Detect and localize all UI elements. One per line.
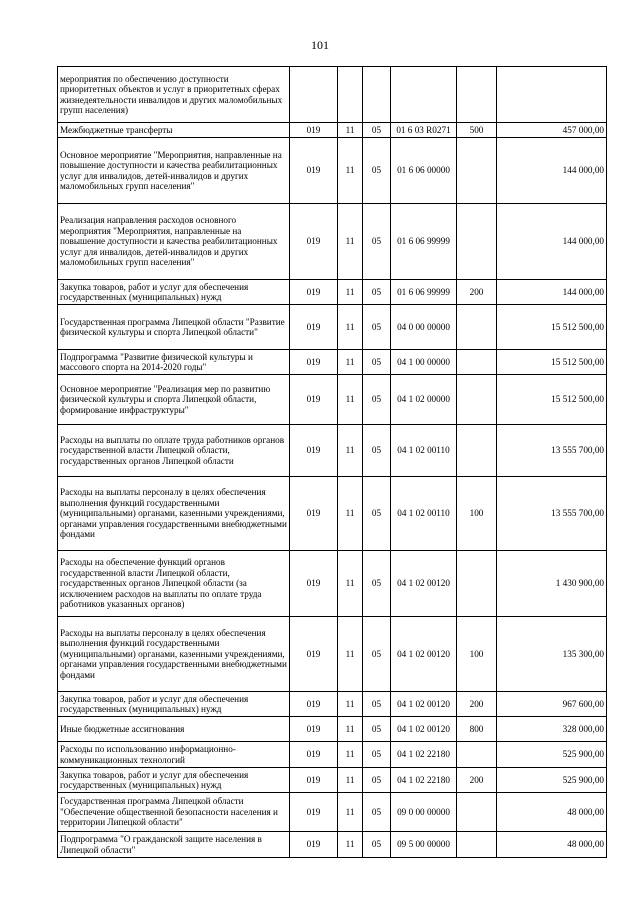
table-row [58, 551, 607, 617]
table-row [58, 617, 607, 692]
subsection-code-cell: 05 [363, 692, 391, 717]
ministry-code-cell: 019 [290, 717, 338, 742]
target-article-cell: 04 1 00 00000 [391, 350, 457, 375]
table-row [58, 67, 607, 123]
section-code-cell: 11 [338, 425, 363, 477]
expense-type-cell: 100 [457, 617, 497, 692]
target-article-cell: 04 1 02 00120 [391, 551, 457, 617]
subsection-code-cell: 05 [363, 768, 391, 793]
target-article-cell: 04 1 02 00120 [391, 617, 457, 692]
ministry-code-cell: 019 [290, 768, 338, 793]
table-row [58, 692, 607, 717]
expense-type-cell [457, 350, 497, 375]
table-row [58, 717, 607, 742]
row-name-cell: Расходы на выплаты по оплате труда работников органов государственной власти Липецкой области, государственных органов Липецкой области [58, 425, 290, 477]
ministry-code-cell: 019 [290, 425, 338, 477]
section-code-cell: 11 [338, 692, 363, 717]
target-article-cell: 01 6 06 99999 [391, 204, 457, 280]
row-name-cell: Реализация направления расходов основного мероприятия "Мероприятия, направленные на повышение доступности и качества реабилитационных услуг для инвалидов, детей-инвалидов и других маломобильных групп населения" [58, 204, 290, 280]
subsection-code-cell: 05 [363, 742, 391, 768]
subsection-code-cell: 05 [363, 477, 391, 551]
ministry-code-cell: 019 [290, 123, 338, 138]
amount-cell: 525 900,00 [497, 768, 607, 793]
target-article-cell: 04 0 00 00000 [391, 305, 457, 350]
target-article-cell: 04 1 02 00110 [391, 477, 457, 551]
target-article-cell: 09 0 00 00000 [391, 793, 457, 832]
section-code-cell: 11 [338, 375, 363, 425]
table-row [58, 793, 607, 832]
amount-cell: 144 000,00 [497, 204, 607, 280]
subsection-code-cell: 05 [363, 617, 391, 692]
ministry-code-cell: 019 [290, 204, 338, 280]
table-row [58, 305, 607, 350]
target-article-cell: 09 5 00 00000 [391, 832, 457, 858]
expense-type-cell [457, 138, 497, 204]
amount-cell: 144 000,00 [497, 138, 607, 204]
ministry-code-cell: 019 [290, 375, 338, 425]
subsection-code-cell: 05 [363, 305, 391, 350]
amount-cell: 967 600,00 [497, 692, 607, 717]
amount-cell: 525 900,00 [497, 742, 607, 768]
section-code-cell: 11 [338, 717, 363, 742]
budget-table-body [58, 67, 607, 858]
row-name-cell: Государственная программа Липецкой области "Обеспечение общественной безопасности населения и территории Липецкой области" [58, 793, 290, 832]
expense-type-cell [457, 425, 497, 477]
ministry-code-cell: 019 [290, 305, 338, 350]
row-name-cell: Расходы на выплаты персоналу в целях обеспечения выполнения функций государственными (муниципальными) органами, казенными учреждениями, органами управления государственными внебюджетными фондами [58, 617, 290, 692]
section-code-cell: 11 [338, 617, 363, 692]
row-name-cell: мероприятия по обеспечению доступности приоритетных объектов и услуг в приоритетных сферах жизнедеятельности инвалидов и других маломобильных групп населения) [58, 67, 290, 123]
section-code-cell: 11 [338, 305, 363, 350]
expense-type-cell [457, 742, 497, 768]
section-code-cell: 11 [338, 793, 363, 832]
ministry-code-cell [290, 67, 338, 123]
table-row [58, 375, 607, 425]
amount-cell: 1 430 900,00 [497, 551, 607, 617]
subsection-code-cell: 05 [363, 123, 391, 138]
section-code-cell: 11 [338, 204, 363, 280]
amount-cell: 13 555 700,00 [497, 477, 607, 551]
row-name-cell: Подпрограмма "Развитие физической культуры и массового спорта на 2014-2020 годы" [58, 350, 290, 375]
subsection-code-cell: 05 [363, 350, 391, 375]
expense-type-cell: 200 [457, 768, 497, 793]
section-code-cell: 11 [338, 350, 363, 375]
row-name-cell: Закупка товаров, работ и услуг для обеспечения государственных (муниципальных) нужд [58, 692, 290, 717]
table-row [58, 742, 607, 768]
subsection-code-cell: 05 [363, 717, 391, 742]
expense-type-cell: 200 [457, 692, 497, 717]
expense-type-cell: 800 [457, 717, 497, 742]
amount-cell: 15 512 500,00 [497, 375, 607, 425]
expense-type-cell [457, 551, 497, 617]
ministry-code-cell: 019 [290, 477, 338, 551]
expense-type-cell [457, 204, 497, 280]
table-row [58, 280, 607, 305]
table-row [58, 350, 607, 375]
table-row [58, 832, 607, 858]
amount-cell: 144 000,00 [497, 280, 607, 305]
row-name-cell: Закупка товаров, работ и услуг для обеспечения государственных (муниципальных) нужд [58, 280, 290, 305]
ministry-code-cell: 019 [290, 138, 338, 204]
expense-type-cell: 200 [457, 280, 497, 305]
target-article-cell: 01 6 06 00000 [391, 138, 457, 204]
subsection-code-cell: 05 [363, 375, 391, 425]
row-name-cell: Иные бюджетные ассигнования [58, 717, 290, 742]
section-code-cell: 11 [338, 138, 363, 204]
expense-type-cell [457, 793, 497, 832]
table-row [58, 477, 607, 551]
target-article-cell: 04 1 02 00120 [391, 692, 457, 717]
row-name-cell: Подпрограмма "О гражданской защите населения в Липецкой области" [58, 832, 290, 858]
ministry-code-cell: 019 [290, 793, 338, 832]
row-name-cell: Расходы на обеспечение функций органов государственной власти Липецкой области, государственных органов Липецкой области (за исключением расходов на выплаты по оплате труда работников указанных органов) [58, 551, 290, 617]
subsection-code-cell: 05 [363, 138, 391, 204]
row-name-cell: Расходы по использованию информационно-коммуникационных технологий [58, 742, 290, 768]
row-name-cell: Основное мероприятие "Мероприятия, направленные на повышение доступности и качества реабилитационных услуг для инвалидов, детей-инвалидов и других маломобильных групп населения" [58, 138, 290, 204]
subsection-code-cell: 05 [363, 204, 391, 280]
target-article-cell: 01 6 06 99999 [391, 280, 457, 305]
section-code-cell: 11 [338, 123, 363, 138]
table-row [58, 123, 607, 138]
row-name-cell: Основное мероприятие "Реализация мер по развитию физической культуры и спорта Липецкой области, формирование инфраструктуры" [58, 375, 290, 425]
subsection-code-cell [363, 67, 391, 123]
subsection-code-cell: 05 [363, 425, 391, 477]
expense-type-cell [457, 832, 497, 858]
row-name-cell: Закупка товаров, работ и услуг для обеспечения государственных (муниципальных) нужд [58, 768, 290, 793]
ministry-code-cell: 019 [290, 742, 338, 768]
target-article-cell: 01 6 03 R0271 [391, 123, 457, 138]
target-article-cell: 04 1 02 22180 [391, 742, 457, 768]
table-row [58, 204, 607, 280]
amount-cell: 457 000,00 [497, 123, 607, 138]
amount-cell: 15 512 500,00 [497, 305, 607, 350]
ministry-code-cell: 019 [290, 692, 338, 717]
amount-cell: 135 300,00 [497, 617, 607, 692]
amount-cell: 15 512 500,00 [497, 350, 607, 375]
budget-table [57, 66, 607, 858]
table-row [58, 138, 607, 204]
target-article-cell: 04 1 02 00110 [391, 425, 457, 477]
section-code-cell: 11 [338, 832, 363, 858]
section-code-cell: 11 [338, 742, 363, 768]
target-article-cell: 04 1 02 00120 [391, 717, 457, 742]
target-article-cell [391, 67, 457, 123]
ministry-code-cell: 019 [290, 832, 338, 858]
row-name-cell: Государственная программа Липецкой области "Развитие физической культуры и спорта Липецкой области" [58, 305, 290, 350]
subsection-code-cell: 05 [363, 551, 391, 617]
amount-cell: 328 000,00 [497, 717, 607, 742]
ministry-code-cell: 019 [290, 551, 338, 617]
subsection-code-cell: 05 [363, 832, 391, 858]
amount-cell: 48 000,00 [497, 832, 607, 858]
target-article-cell: 04 1 02 00000 [391, 375, 457, 425]
subsection-code-cell: 05 [363, 280, 391, 305]
section-code-cell: 11 [338, 768, 363, 793]
section-code-cell [338, 67, 363, 123]
row-name-cell: Межбюджетные трансферты [58, 123, 290, 138]
target-article-cell: 04 1 02 22180 [391, 768, 457, 793]
section-code-cell: 11 [338, 280, 363, 305]
page-number: 101 [311, 38, 329, 52]
expense-type-cell [457, 375, 497, 425]
subsection-code-cell: 05 [363, 793, 391, 832]
ministry-code-cell: 019 [290, 617, 338, 692]
row-name-cell: Расходы на выплаты персоналу в целях обеспечения выполнения функций государственными (муниципальными) органами, казенными учреждениями, органами управления государственными внебюджетными фондами [58, 477, 290, 551]
expense-type-cell: 100 [457, 477, 497, 551]
table-row [58, 425, 607, 477]
amount-cell: 48 000,00 [497, 793, 607, 832]
section-code-cell: 11 [338, 477, 363, 551]
ministry-code-cell: 019 [290, 280, 338, 305]
table-row [58, 768, 607, 793]
section-code-cell: 11 [338, 551, 363, 617]
ministry-code-cell: 019 [290, 350, 338, 375]
amount-cell [497, 67, 607, 123]
expense-type-cell [457, 67, 497, 123]
expense-type-cell [457, 305, 497, 350]
expense-type-cell: 500 [457, 123, 497, 138]
amount-cell: 13 555 700,00 [497, 425, 607, 477]
